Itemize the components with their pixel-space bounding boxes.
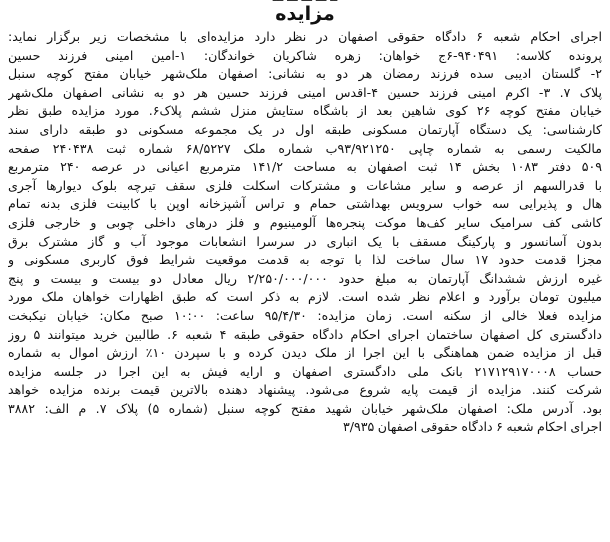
notice-signature-line: اجرای احکام شعبه ۶ دادگاه حقوقی اصفهان ۳/۹۳۵ [342, 419, 602, 435]
notice-title: مزایده [275, 3, 335, 25]
notice-line: مالکیت رسمی به شماره چاپی ۹۳/۹۲۱۲۵۰ب شماره ملک ۶۸/۵۲۲۷ شماره ثبت ۲۴۰۴۳۸ صفحه [8, 140, 602, 156]
notice-line: کاشی کف سرامیک سایر کف‌ها موکت پنجره‌ها آلومینیوم و فلز درهای داخلی چوبی و خارجی فلزی [8, 214, 602, 230]
notice-line: هال و پذیرایی سه خواب سرویس بهداشتی حمام و تراس آشپزخانه اوپن با کابینت فلزی بدنه تمام [8, 196, 602, 212]
notice-line: کارشناسی: یک دستگاه آپارتمان مسکونی طبقه اول در یک مجموعه مسکونی دو طبقه دارای سند [8, 121, 602, 137]
notice-line: شرکت کنند. مزایده از قیمت پایه شروع می‌شود. پیشنهاد دهنده بالاترین قیمت برنده مزایده خواهد [8, 382, 602, 398]
notice-line: اجرای احکام شعبه ۶ دادگاه حقوقی اصفهان در نظر دارد مزایده‌ای با مشخصات زیر برگزار نماید: [8, 29, 602, 44]
notice-line: غیره ارزش ششدانگ آپارتمان به مبلغ حدود ۲/۲۵۰/۰۰۰/۰۰۰ ریال معادل دو بیست و بیست و پنج [8, 270, 602, 286]
notice-line: میلیون تومان برآورد و اعلام نظر شده است. لازم به ذکر است که طبق اظهارات خواهان ملک مورد [8, 289, 602, 305]
notice-line: حساب ۲۱۷۱۲۹۱۷۰۰۰۸ بانک ملی دادگستری اصفهان و ارایه فیش به این اجرا در جلسه مزایده [8, 363, 602, 379]
notice-line: پرونده کلاسه: ۹۴۰۴۹۱-۶ج خواهان: زهره شاکریان خواندگان: ۱-امین امینی فرزند حسین [8, 47, 602, 63]
notice-line: پلاک ۷. ۳- اکرم امینی فرزند حسین ۴-اقدس امینی فرزند حسین هر دو به نشانی اصفهان ملک‌شهر [8, 84, 602, 100]
cropped-top-text [180, 0, 430, 3]
notice-body [6, 28, 604, 437]
notice-line: قبل از مزایده ضمن هماهنگی با این اجرا از ملک دیدن کرده و با سپردن ۱۰٪ ارزش اموال به شماره [8, 345, 602, 361]
notice-line: مجزا قدمت حدود ۱۷ سال ساخت لذا با توجه به قدمت موقعیت شرایط فوق کاربری مسکونی و [8, 252, 602, 268]
notice-line: مزایده فعلا خالی از سکنه است. زمان مزایده: ۹۵/۴/۳۰ ساعت: ۱۰:۰۰ صبح مکان: خیابان نیکبخت [8, 307, 602, 323]
notice-line: خیابان مفتح کوچه ۲۶ کوی شاهین بعد از باشگاه ستایش منزل ششم پلاک۶. مورد مزایده طبق نظر [8, 103, 602, 119]
notice-line: ۲- گلستان ادیبی سده فرزند رمضان هر دو به نشانی: اصفهان ملک‌شهر خیابان مفتح کوچه سنبل [8, 66, 602, 82]
notice-line: دادگستری کل اصفهان ساختمان اجرای احکام دادگاه حقوقی طبقه ۴ شعبه ۶. طالبین خرید میتوانند ۵ روز [8, 326, 602, 342]
notice-line: بدون آسانسور و پارکینگ مسقف با یک انباری در سرسرا انشعابات موجود آب و گاز مشترک برق [8, 233, 602, 249]
notice-line: ۵۰۹ دفتر ۱۰۸۳ بخش ۱۴ ثبت اصفهان به مساحت ۱۴۱/۲ مترمربع اعیانی در عرصه ۲۴۰ مترمربع [8, 159, 602, 175]
notice-line: با قدرالسهم از عرصه و سایر مشاعات و مشترکات اسکلت فلزی سقف تیرچه بلوک دیوارها آجری [8, 177, 602, 193]
notice-line: بود. آدرس ملک: اصفهان ملک‌شهر خیابان شهید مفتح کوچه سنبل (شماره ۵) پلاک ۷. م الف: ۳۸۸۲ [8, 400, 602, 416]
